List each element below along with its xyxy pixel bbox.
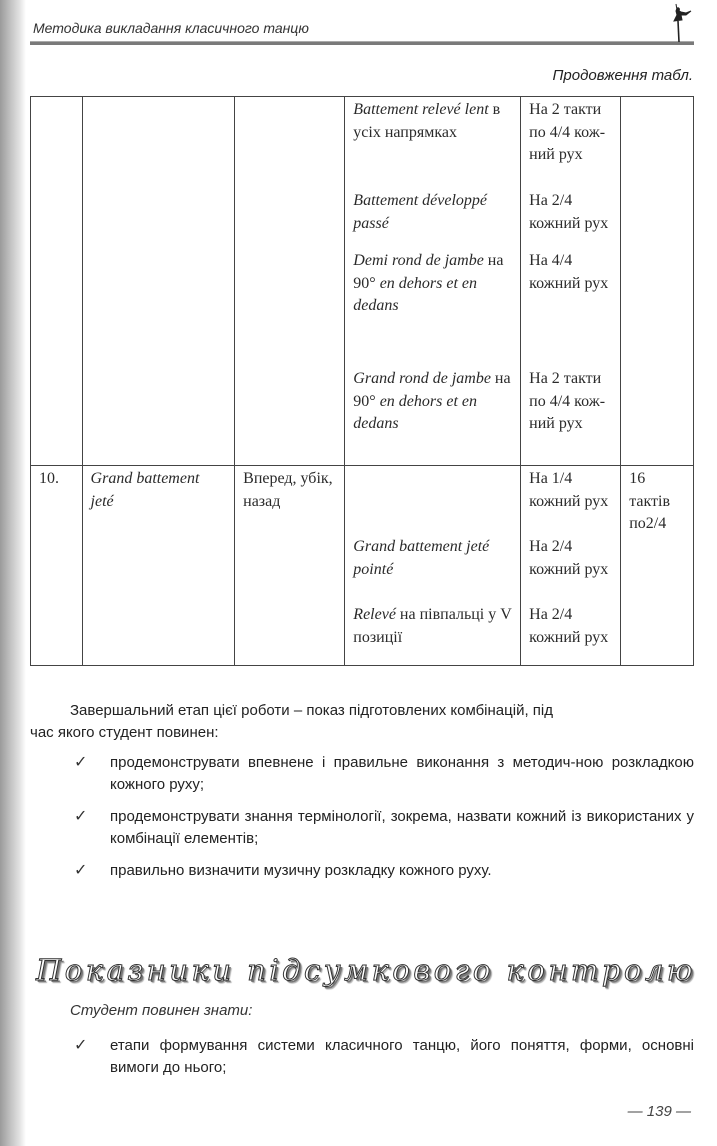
sub-item: Relevé на півпальці у V позиції <box>353 606 512 646</box>
cell-sub-exercises <box>345 97 521 466</box>
bullet-item: ✓ продемонструвати впевнене і правильне виконання з методич-ною розкладкою кожного руху; <box>74 754 694 793</box>
running-header-title: Методика викладання класичного танцю <box>33 20 309 36</box>
cell-music: На 2 такти по 4/4 кож-ний рух На 2/4 кожний рух На 4/4 кожний рух На 2 такти по 4/4 кож-ний рух <box>521 97 621 466</box>
cell-direction: Вперед, убік, назад <box>235 466 345 666</box>
bullet-item: ✓ етапи формування системи класичного танцю, його поняття, форми, основні вимоги до нього; <box>74 1037 694 1076</box>
table-continued-label: Продовження табл. <box>552 67 693 84</box>
header-rule <box>30 41 694 45</box>
book-spine-shadow <box>0 0 26 1146</box>
bullet-item: ✓ правильно визначити музичну розкладку кожного руху. <box>74 860 694 882</box>
checkmark-icon: ✓ <box>74 754 88 771</box>
sub-item <box>353 468 512 536</box>
cell-exercise <box>82 97 235 466</box>
cell-total <box>621 97 694 466</box>
cell-sub-exercises <box>345 466 521 666</box>
cell-number: 10. <box>31 466 83 666</box>
cell-total: 16 тактів по2/4 <box>621 466 694 666</box>
exercise-table <box>30 96 694 666</box>
cell-music: На 1/4 кожний рух На 2/4 кожний рух На 2/4 кожний рух <box>521 466 621 666</box>
cell-exercise: Grand battement jeté <box>82 466 235 666</box>
checkmark-icon: ✓ <box>74 862 88 879</box>
body-paragraph: Завершальний етап цієї роботи – показ підготовлених комбінацій, під час якого студент повинен: <box>30 702 553 741</box>
checkmark-icon: ✓ <box>74 808 88 825</box>
sub-item: Battement développé passé <box>353 192 488 232</box>
sub-item: Grand battement jeté pointé <box>353 538 490 578</box>
sub-item: Battement relevé lent в усіх напрямках <box>353 101 501 141</box>
cell-direction <box>235 97 345 466</box>
cell-number <box>31 97 83 466</box>
table-row <box>31 466 694 666</box>
checkmark-icon: ✓ <box>74 1037 88 1054</box>
section-subheading: Студент повинен знати: <box>70 1002 253 1019</box>
page-number: — 139 — <box>627 1103 691 1120</box>
ballerina-icon <box>664 2 694 44</box>
sub-item: Grand rond de jambe на 90° en dehors et en dedans <box>353 370 511 432</box>
table-row <box>31 97 694 466</box>
bullet-item: ✓ продемонструвати знання термінології, зокрема, назвати кожний із використаних у комбінації елементів; <box>74 808 694 847</box>
sub-item: Demi rond de jambe на 90° en dehors et en dedans <box>353 252 504 314</box>
section-heading: Показники підсумкового контролю <box>36 953 696 987</box>
